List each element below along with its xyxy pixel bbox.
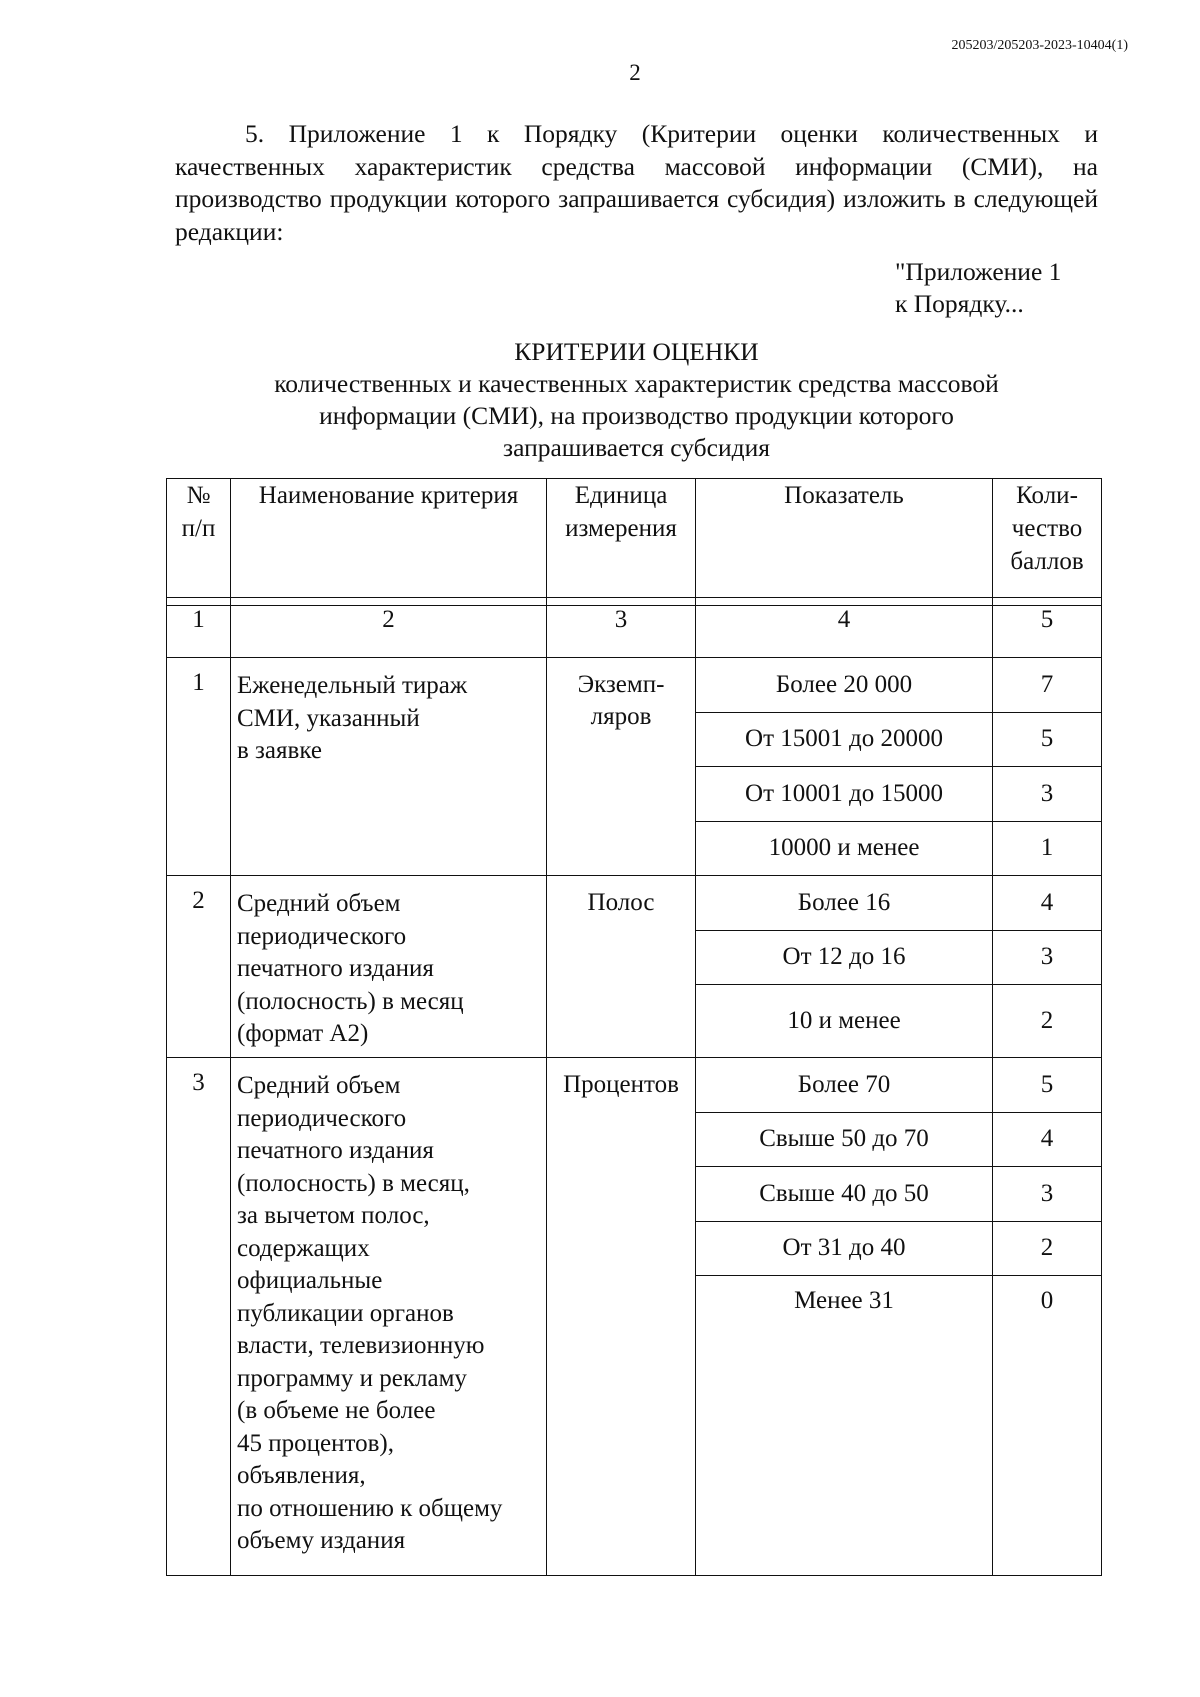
criterion-name — [231, 876, 547, 1058]
column-number: 5 — [993, 606, 1102, 658]
indicator-value: От 31 до 40 — [696, 1221, 993, 1276]
criterion-unit — [547, 1058, 696, 1576]
indicator-value: Более 16 — [696, 876, 993, 931]
header-cell-name: Наименование критерия — [231, 479, 547, 598]
table-header-row — [167, 479, 1102, 598]
criterion-name-line: власти, телевизионную — [237, 1332, 485, 1359]
points-value: 5 — [993, 1058, 1102, 1113]
column-numbers-row — [167, 606, 1102, 658]
criterion-name-line: публикации органов — [237, 1299, 454, 1327]
criterion-name-line: Средний объем — [237, 890, 401, 917]
points-value: 3 — [993, 930, 1102, 985]
criteria-table — [166, 478, 1102, 1576]
indicator-value: От 10001 до 15000 — [696, 767, 993, 822]
criterion-number: 3 — [167, 1058, 231, 1576]
criterion-name-line: официальные — [237, 1267, 383, 1294]
criteria-title — [170, 336, 1103, 464]
column-number: 1 — [167, 606, 231, 658]
criterion-name-line: 45 процентов), — [237, 1429, 394, 1457]
points-value: 3 — [993, 767, 1102, 822]
criterion-name-line: Средний объем — [237, 1072, 401, 1099]
criterion-name-line: печатного издания — [237, 955, 434, 982]
criterion-number: 1 — [167, 658, 231, 876]
indicator-value: Свыше 50 до 70 — [696, 1112, 993, 1167]
column-number: 4 — [696, 606, 993, 658]
title-line: количественных и качественных характеристик средства массовой — [274, 369, 999, 398]
header-cell-points: Коли- чество баллов — [993, 479, 1102, 598]
indicator-value: Свыше 40 до 50 — [696, 1167, 993, 1222]
criterion-name-line: (полосность) в месяц — [237, 987, 464, 1015]
amendment-paragraph — [175, 118, 1098, 248]
criterion-name-line: по отношению к общему — [237, 1494, 503, 1522]
criterion-unit-line: Процентов — [563, 1071, 679, 1098]
points-value: 0 — [993, 1276, 1102, 1576]
criterion-unit — [547, 876, 696, 1058]
criterion-name — [231, 1058, 547, 1576]
appendix-line: "Приложение 1 — [895, 257, 1062, 286]
criterion-unit-line: ляров — [590, 703, 652, 730]
page-number: 2 — [629, 60, 641, 85]
header-cell-unit: Единица измерения — [547, 479, 696, 598]
indicator-value: Более 70 — [696, 1058, 993, 1113]
criteria-rows — [167, 658, 1102, 1576]
title-line: запрашивается субсидия — [503, 433, 770, 462]
table-row — [167, 876, 1102, 931]
indicator-value: От 12 до 16 — [696, 930, 993, 985]
document-id: 205203/205203-2023-10404(1) — [951, 38, 1128, 53]
criterion-name-line: СМИ, указанный — [237, 704, 420, 732]
points-value: 4 — [993, 1112, 1102, 1167]
column-number: 2 — [231, 606, 547, 658]
title-main: КРИТЕРИИ ОЦЕНКИ — [514, 337, 759, 366]
title-line: информации (СМИ), на производство продукции которого — [319, 401, 954, 430]
points-value: 4 — [993, 876, 1102, 931]
points-value: 1 — [993, 821, 1102, 876]
criterion-name-line: объему издания — [237, 1527, 406, 1554]
criterion-name-line: за вычетом полос, — [237, 1202, 430, 1229]
table-row — [167, 658, 1102, 713]
criterion-unit — [547, 658, 696, 876]
header-cell-number: № п/п — [167, 479, 231, 598]
column-number: 3 — [547, 606, 696, 658]
indicator-value: От 15001 до 20000 — [696, 712, 993, 767]
points-value: 3 — [993, 1167, 1102, 1222]
criterion-name-line: периодического — [237, 1104, 407, 1132]
indicator-value: Менее 31 — [696, 1276, 993, 1576]
appendix-line: к Порядку... — [895, 289, 1024, 318]
indicator-value: 10 и менее — [696, 985, 993, 1058]
criterion-name-line: объявления, — [237, 1462, 366, 1489]
criterion-name-line: (полосность) в месяц, — [237, 1169, 470, 1197]
criterion-unit-line: Полос — [587, 889, 655, 916]
criterion-name-line: периодического — [237, 922, 407, 950]
criterion-number: 2 — [167, 876, 231, 1058]
points-value: 5 — [993, 712, 1102, 767]
table-row — [167, 1058, 1102, 1113]
criterion-name-line: программу и рекламу — [237, 1364, 467, 1392]
criterion-name-line: содержащих — [237, 1234, 370, 1262]
criterion-name — [231, 658, 547, 876]
points-value: 7 — [993, 658, 1102, 713]
indicator-value: 10000 и менее — [696, 821, 993, 876]
points-value: 2 — [993, 1221, 1102, 1276]
indicator-value: Более 20 000 — [696, 658, 993, 713]
header-cell-indicator: Показатель — [696, 479, 993, 598]
points-value: 2 — [993, 985, 1102, 1058]
criterion-name-line: (в объеме не более — [237, 1397, 436, 1424]
criterion-name-line: Еженедельный тираж — [237, 672, 468, 699]
appendix-reference — [895, 256, 1061, 320]
criterion-unit-line: Экземп- — [577, 671, 665, 698]
criterion-name-line: печатного издания — [237, 1137, 434, 1164]
criterion-name-line: в заявке — [237, 737, 322, 764]
amendment-text: 5. Приложение 1 к Порядку (Критерии оценки количественных и качественных характеристик средства массовой информации (СМИ), на производство продукции которого запрашивается субсидия) изложить в следующей редакции: — [175, 119, 1098, 246]
criterion-name-line: (формат А2) — [237, 1020, 369, 1047]
